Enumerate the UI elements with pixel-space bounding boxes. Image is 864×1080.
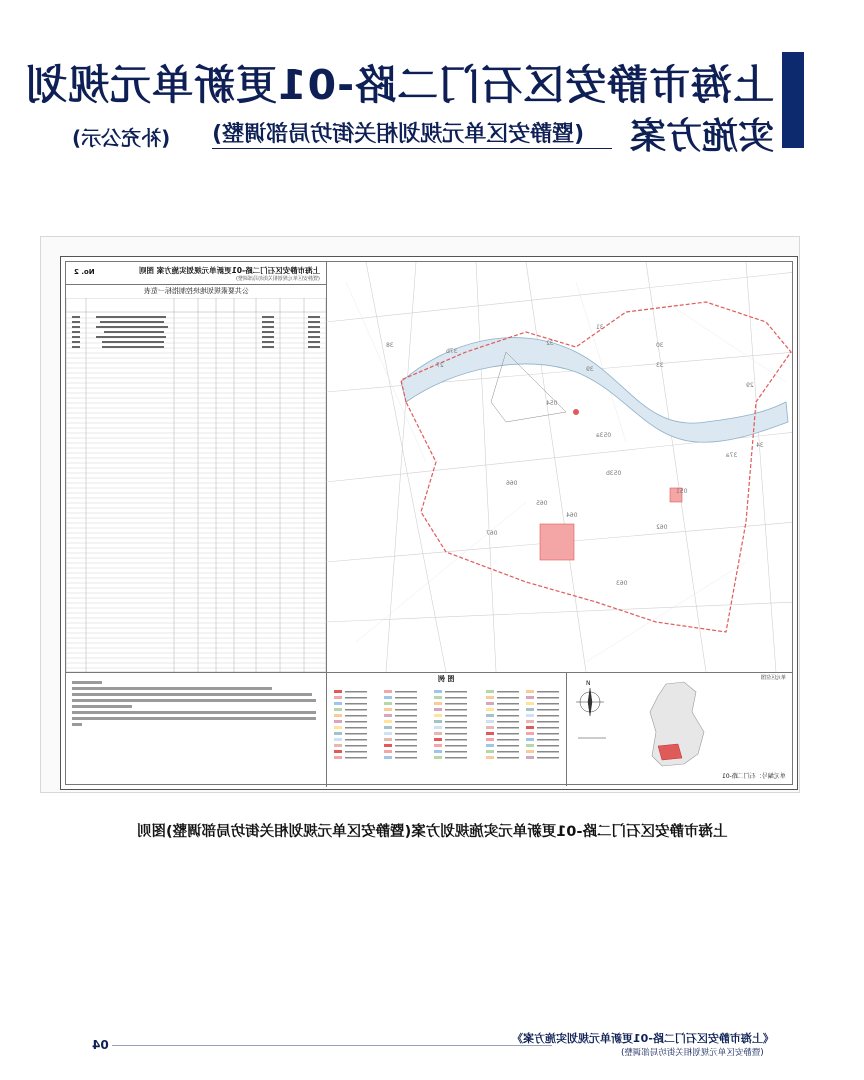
note-line (72, 693, 312, 696)
note-line (72, 717, 316, 720)
indicator-table-panel (66, 262, 327, 672)
legend-swatch (526, 756, 534, 759)
figure-caption-text: 上海市静安区石门二路-01更新单元实施规划方案(暨静安区单元规划相关街坊局部调整)图则 (136, 824, 728, 840)
footer-subtitle (621, 1046, 764, 1058)
supplement-label (72, 122, 170, 151)
legend-swatch (334, 750, 342, 753)
legend-entries (326, 686, 566, 786)
legend-label-line (445, 697, 467, 699)
legend-swatch (486, 738, 494, 741)
legend-swatch (434, 726, 442, 729)
legend-swatch (526, 738, 534, 741)
legend-swatch (434, 696, 442, 699)
legend-label-line (537, 733, 559, 735)
legend-label-line (345, 691, 367, 693)
legend-label-line (395, 697, 417, 699)
map-label: 053a (596, 432, 612, 439)
legend-swatch (384, 738, 392, 741)
footer-title-text: 《上海市静安区石门二路-01更新单元规划实施方案》 (512, 1032, 774, 1045)
map-label: 34 (756, 442, 764, 449)
legend-swatch (384, 732, 392, 735)
legend-swatch (334, 738, 342, 741)
legend-swatch (384, 726, 392, 729)
legend-label-line (345, 697, 367, 699)
legend-swatch (334, 714, 342, 717)
table-title-row (66, 262, 326, 285)
legend-swatch (434, 702, 442, 705)
page-title-line2 (630, 108, 774, 159)
legend-label-line (537, 715, 559, 717)
map-label: 31 (596, 324, 604, 331)
legend-swatch (526, 750, 534, 753)
page-title-line1-text: 上海市静安区石门二路-01更新单元规划 (24, 61, 774, 109)
legend-label-line (537, 757, 559, 759)
legend-swatch (384, 744, 392, 747)
footer-divider (112, 1045, 552, 1046)
legend-label-line (497, 703, 519, 705)
legend-title (326, 674, 566, 684)
legend-swatch (434, 690, 442, 693)
legend-swatch (486, 720, 494, 723)
legend-label-line (395, 691, 417, 693)
sheet-subtitle-text: (暨静安区单元规划相关街坊局部调整) (236, 276, 320, 282)
legend-swatch (334, 756, 342, 759)
legend-label-line (537, 745, 559, 747)
legend-swatch (526, 690, 534, 693)
legend-label-line (537, 691, 559, 693)
legend-swatch (486, 756, 494, 759)
legend-label-line (345, 757, 367, 759)
map-label: 37a (726, 452, 738, 459)
map-label: 066 (506, 480, 518, 487)
legend-swatch (526, 702, 534, 705)
legend-swatch (486, 726, 494, 729)
legend-label-line (537, 709, 559, 711)
legend-swatch (526, 696, 534, 699)
legend-swatch (486, 702, 494, 705)
table-caption-text: 公共要素规划地块控制指标一览表 (143, 287, 249, 295)
legend-label-line (395, 757, 417, 759)
legend-swatch (486, 714, 494, 717)
legend-label-line (345, 733, 367, 735)
legend-swatch (334, 726, 342, 729)
legend-label-line (395, 751, 417, 753)
map-label: 054 (546, 400, 558, 407)
sheet-number (74, 268, 95, 276)
legend-swatch (384, 756, 392, 759)
legend-swatch (526, 714, 534, 717)
legend-swatch (434, 738, 442, 741)
legend-swatch (334, 732, 342, 735)
notes-panel (66, 672, 327, 787)
footer-title (512, 1030, 774, 1046)
legend-label-line (395, 727, 417, 729)
legend-label-line (497, 733, 519, 735)
legend-swatch (486, 750, 494, 753)
legend-swatch (434, 708, 442, 711)
note-line (72, 687, 272, 690)
legend-swatch (384, 702, 392, 705)
header (0, 0, 864, 170)
location-label-text: 单元区位图 (760, 675, 786, 681)
legend-swatch (526, 726, 534, 729)
indicator-table-grid (66, 298, 326, 672)
drawing-sheet-border (65, 261, 793, 785)
legend-label-line (537, 703, 559, 705)
legend-title-text: 图 例 (437, 675, 455, 683)
page-title-line1 (25, 52, 774, 111)
map-label: 30 (656, 342, 664, 349)
map-label: 064 (566, 512, 578, 519)
legend-label-line (497, 697, 519, 699)
note-line (72, 705, 132, 708)
legend-label-line (345, 703, 367, 705)
legend-label-line (537, 727, 559, 729)
sheet-number-text: No. 2 (74, 268, 95, 276)
legend-label-line (395, 703, 417, 705)
map-label: 33 (656, 362, 664, 369)
legend-swatch (334, 744, 342, 747)
legend-label-line (445, 715, 467, 717)
legend-label-line (345, 727, 367, 729)
legend-label-line (497, 757, 519, 759)
legend-label-line (497, 745, 519, 747)
legend-label-line (345, 739, 367, 741)
legend-label-line (497, 739, 519, 741)
legend-swatch (434, 756, 442, 759)
compass-icon (576, 688, 604, 716)
legend-swatch (486, 744, 494, 747)
legend-swatch (384, 720, 392, 723)
map-label: 053b (606, 470, 622, 477)
supplement-label-text: (补充公示) (72, 126, 171, 150)
legend-label-line (395, 745, 417, 747)
legend-swatch (334, 696, 342, 699)
legend-swatch (526, 744, 534, 747)
legend-label-line (497, 715, 519, 717)
map-label: 062 (656, 524, 668, 531)
north-arrow-label (586, 680, 591, 687)
legend-swatch (334, 708, 342, 711)
legend-swatch (384, 714, 392, 717)
page-number-text: 04 (92, 1038, 109, 1052)
location-panel (566, 672, 792, 786)
legend-swatch (486, 708, 494, 711)
page-title-subtitle-text: (暨静安区单元规划相关街坊局部调整) (212, 122, 585, 147)
legend-label-line (445, 721, 467, 723)
sheet-title-text: 上海市静安区石门二路-01更新单元规划实施方案 图则 (138, 266, 320, 275)
legend-swatch (434, 744, 442, 747)
legend-label-line (395, 721, 417, 723)
legend-label-line (497, 727, 519, 729)
map-label: 051 (676, 488, 688, 495)
legend-panel (326, 672, 567, 786)
legend-label-line (497, 721, 519, 723)
legend-label-line (445, 733, 467, 735)
legend-swatch (384, 696, 392, 699)
legend-swatch (434, 732, 442, 735)
legend-label-line (445, 739, 467, 741)
legend-label-line (445, 757, 467, 759)
planning-map-svg (326, 262, 792, 672)
legend-label-line (497, 751, 519, 753)
legend-label-line (345, 709, 367, 711)
map-label: 067 (486, 530, 498, 537)
map-label: 32 (546, 340, 554, 347)
map-label: 063 (616, 580, 628, 587)
page-number (92, 1038, 109, 1052)
legend-label-line (497, 691, 519, 693)
legend-swatch (384, 690, 392, 693)
figure-caption (0, 820, 864, 841)
legend-swatch (434, 750, 442, 753)
legend-swatch (486, 732, 494, 735)
subtitle-underline (212, 148, 612, 149)
table-caption (66, 286, 326, 296)
legend-swatch (334, 690, 342, 693)
legend-swatch (486, 690, 494, 693)
legend-swatch (384, 750, 392, 753)
legend-label-line (395, 733, 417, 735)
legend-label-line (497, 709, 519, 711)
map-label: 29 (746, 382, 754, 389)
note-line (72, 723, 82, 726)
legend-label-line (445, 703, 467, 705)
legend-label-line (445, 727, 467, 729)
planning-map (326, 262, 792, 673)
legend-label-line (445, 709, 467, 711)
legend-label-line (345, 715, 367, 717)
legend-label-line (395, 739, 417, 741)
legend-label-line (345, 721, 367, 723)
map-label: 27 (436, 362, 444, 369)
legend-label-line (537, 751, 559, 753)
legend-swatch (526, 732, 534, 735)
location-label (761, 674, 786, 681)
title-accent-bar (782, 52, 804, 148)
location-map (566, 672, 788, 786)
legend-swatch (334, 702, 342, 705)
map-label: 065 (536, 500, 548, 507)
legend-label-line (537, 697, 559, 699)
unit-number-label (722, 771, 786, 780)
map-label: 39 (586, 366, 594, 373)
legend-swatch (384, 708, 392, 711)
legend-label-line (345, 751, 367, 753)
page-title-line2-text: 实施方案 (629, 116, 774, 157)
legend-label-line (445, 745, 467, 747)
legend-swatch (526, 720, 534, 723)
page-title-subtitle (212, 117, 584, 148)
legend-label-line (537, 721, 559, 723)
unit-number-text: 单元编号：石门二路-01 (722, 773, 786, 780)
legend-swatch (334, 720, 342, 723)
note-line (72, 711, 316, 714)
legend-swatch (434, 720, 442, 723)
note-line (72, 699, 316, 702)
legend-label-line (445, 751, 467, 753)
legend-label-line (537, 739, 559, 741)
north-label-text: N (586, 680, 591, 687)
sheet-subtitle (236, 275, 320, 282)
legend-label-line (395, 709, 417, 711)
drawing-sheet (60, 256, 798, 790)
map-label: 38 (386, 342, 394, 349)
legend-swatch (526, 708, 534, 711)
legend-label-line (345, 745, 367, 747)
legend-swatch (486, 696, 494, 699)
legend-label-line (395, 715, 417, 717)
legend-label-line (445, 691, 467, 693)
footer-subtitle-text: (暨静安区单元规划相关街坊局部调整) (621, 1048, 764, 1058)
note-line (72, 681, 102, 684)
map-label: 37b (446, 348, 458, 355)
legend-swatch (434, 714, 442, 717)
